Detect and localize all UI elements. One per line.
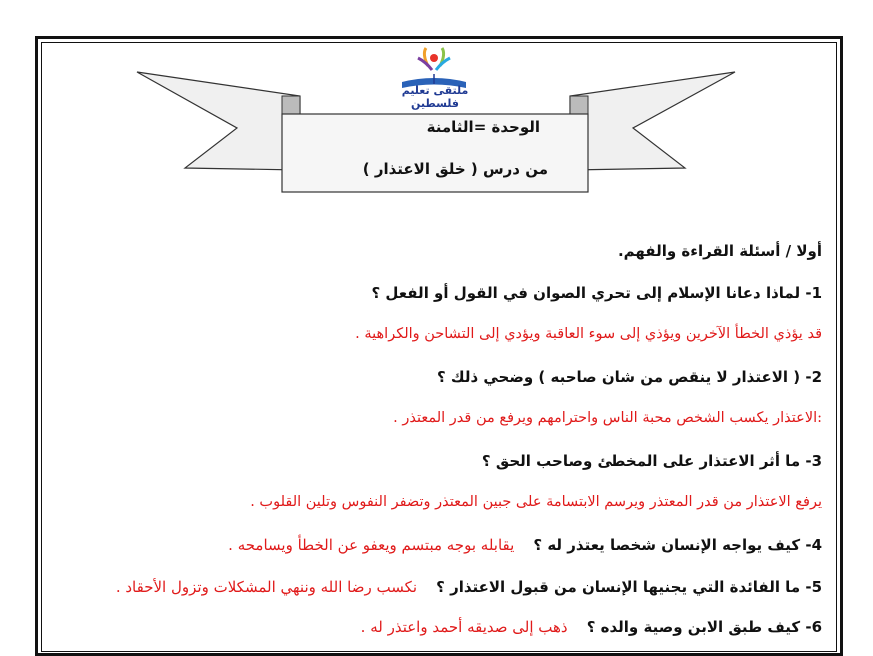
question-4: 4- كيف يواجه الإنسان شخصا يعتذر له ؟ <box>533 536 822 554</box>
question-5-row <box>116 578 822 596</box>
answer-3: يرفع الاعتذار من قدر المعتذر ويرسم الابتسامة على جبين المعتذر وتضفر النفوس وتلين القلوب . <box>250 494 822 510</box>
question-1: 1- لماذا دعانا الإسلام إلى تحري الصوان في القول أو الفعل ؟ <box>371 284 822 302</box>
ribbon-right-tail <box>570 72 735 170</box>
question-6: 6- كيف طبق الابن وصية والده ؟ <box>586 618 822 636</box>
answer-5: نكسب رضا الله وننهي المشكلات وتزول الأحقاد . <box>115 578 418 596</box>
lesson-title: من درس ( خلق الاعتذار ) <box>362 160 548 178</box>
answer-2: :الاعتذار يكسب الشخص محبة الناس واحترامهم ويرفع من قدر المعتذر . <box>393 410 822 426</box>
question-2: 2- ( الاعتذار لا ينقص من شان صاحبه ) وضحي ذلك ؟ <box>436 368 822 386</box>
logo-text: ملتقى تعليم فلسطين <box>401 84 469 110</box>
answer-4: يقابله بوجه مبتسم ويعفو عن الخطأ ويسامحه . <box>228 536 515 554</box>
unit-title: الوحدة =الثامنة <box>426 118 540 136</box>
question-4-row <box>228 536 822 554</box>
ribbon-left-tail <box>137 72 300 170</box>
answer-1: قد يؤذي الخطأ الآخرين ويؤذي إلى سوء العاقبة ويؤدي إلى التشاحن والكراهية . <box>355 326 822 342</box>
question-5: 5- ما الفائدة التي يجنيها الإنسان من قبول الاعتذار ؟ <box>436 578 822 596</box>
section-title: أولا / أسئلة القراءة والفهم. <box>617 242 822 260</box>
question-6-row <box>361 618 822 636</box>
question-3: 3- ما أثر الاعتذار على المخطئ وصاحب الحق ؟ <box>481 452 822 470</box>
answer-6: ذهب إلى صديقه أحمد واعتذر له . <box>360 618 568 636</box>
